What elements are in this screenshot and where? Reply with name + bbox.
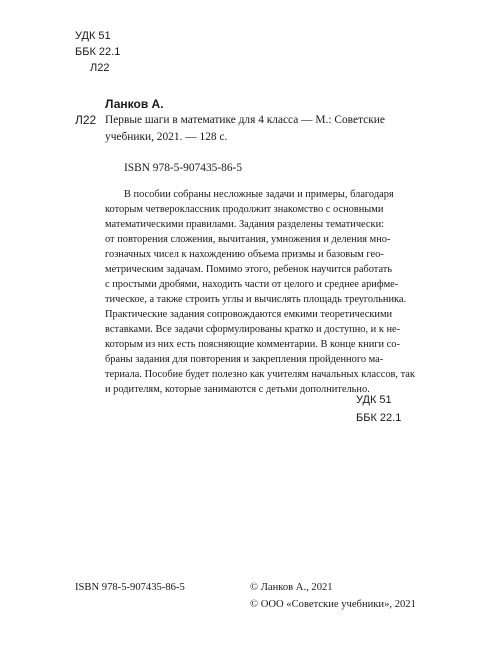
annotation-line: гозначных чисел к нахождению объема призмы и базовым гео- xyxy=(105,249,384,260)
annotation-line: Практические задания сопровождаются емкими теоретическими xyxy=(105,309,393,320)
isbn-entry: ISBN 978-5-907435-86-5 xyxy=(124,162,243,174)
annotation-line: метрическим задачам. Помимо этого, ребенок научится работать xyxy=(105,264,393,275)
cutter-code-top: Л22 xyxy=(90,62,110,74)
cutter-code: Л22 xyxy=(75,113,97,127)
copyright-author: © Ланков А., 2021 xyxy=(250,582,333,593)
annotation-line: и родителям, которые занимаются с детьми дополнительно. xyxy=(105,384,370,395)
author-name: Ланков А. xyxy=(105,97,164,111)
annotation-line: вставками. Все задачи сформулированы кратко и доступно, и к не- xyxy=(105,324,401,335)
annotation-line: В пособии собраны несложные задачи и примеры, благодаря xyxy=(124,189,394,200)
bbk-code-bottom: ББК 22.1 xyxy=(356,412,402,424)
annotation-line: с простыми дробями, находить части от целого и среднее арифме- xyxy=(105,279,399,290)
annotation-line: которым четвероклассник продолжит знакомство с основными xyxy=(105,204,384,215)
udk-code-bottom: УДК 51 xyxy=(356,394,392,406)
bibliographic-description-line-1: Первые шаги в математике для 4 класса — М.: Советские xyxy=(105,114,385,126)
udk-code-top: УДК 51 xyxy=(75,30,111,42)
annotation-line: териала. Пособие будет полезно как учителям начальных классов, так xyxy=(105,369,415,380)
bbk-code-top: ББК 22.1 xyxy=(75,46,121,58)
annotation-line: от повторения сложения, вычитания, умножения и деления мно- xyxy=(105,234,391,245)
annotation-line: браны задания для повторения и закрепления пройденного ма- xyxy=(105,354,384,365)
annotation-line: тическое, а также строить углы и вычислять площадь треугольника. xyxy=(105,294,407,305)
annotation-line: математическими правилами. Задания разделены тематически: xyxy=(105,219,385,230)
annotation xyxy=(105,187,415,397)
copyright-publisher: © ООО «Советские учебники», 2021 xyxy=(250,599,416,610)
bibliographic-description-line-2: учебники, 2021. — 128 с. xyxy=(105,131,228,143)
annotation-line: которым из них есть поясняющие комментарии. В конце книги со- xyxy=(105,339,400,350)
isbn-footer: ISBN 978-5-907435-86-5 xyxy=(75,582,185,593)
